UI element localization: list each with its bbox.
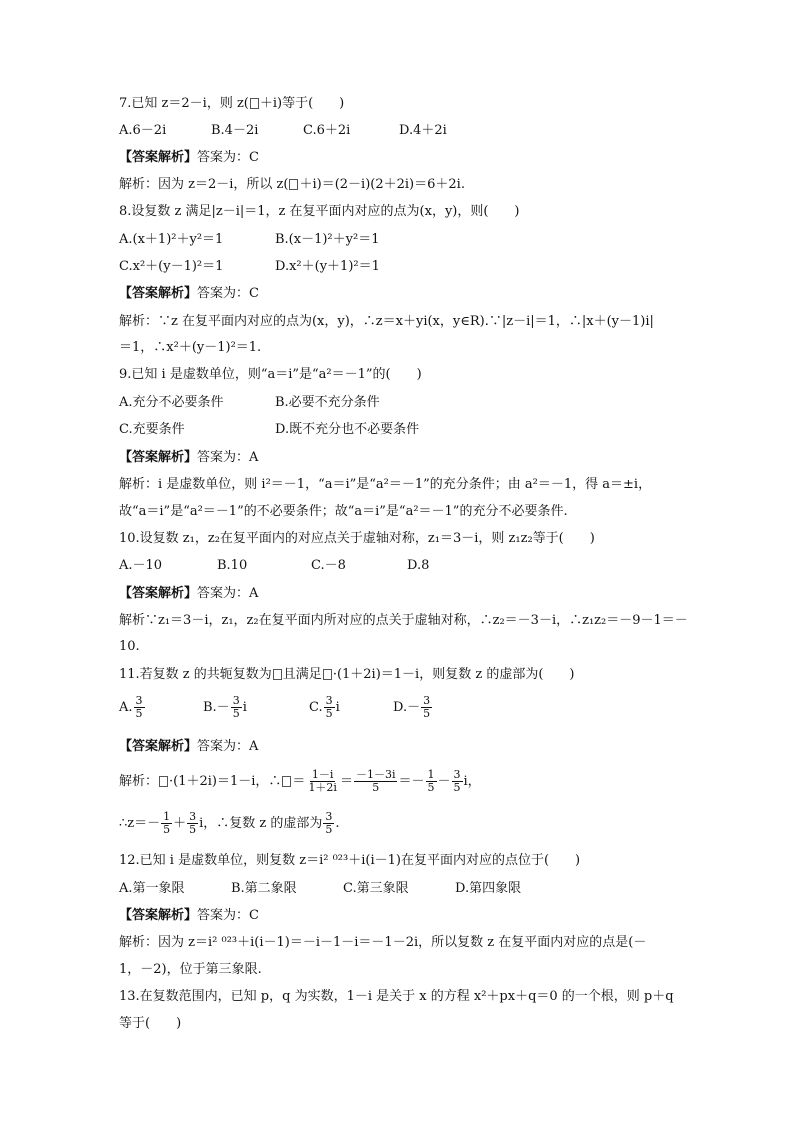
fraction: $\frac{1}{5}$ <box>427 768 435 794</box>
question-9-stem: 9.已知 i 是虚数单位，则“a＝i”是“a²＝－1”的( ) <box>119 367 422 382</box>
question-7-explanation: 解析：因为 z＝2－i，所以 z( ＋i)＝(2－i)(2＋2i)＝6＋2i. <box>119 177 465 192</box>
answer-label: 【答案解析】 <box>119 150 198 165</box>
fraction: $\frac{-1-3i}{5}$ <box>355 768 396 794</box>
question-12-options <box>119 880 754 898</box>
option-b: B.4－2i <box>211 123 259 138</box>
question-10-stem: 10.设复数 z₁，z₂在复平面内的对应点关于虚轴对称，z₁＝3－i，则 z₁z₂等于( ) <box>119 531 595 546</box>
question-12-explanation-line1: 解析：因为 z＝i² ⁰²³＋i(i－1)＝－i－1－i＝－1－2i，所以复数 z 在复平面内对应的点是(－ <box>119 935 647 950</box>
fraction: $\frac{3}{5}$ <box>325 694 333 720</box>
answer-text: 答案为：A <box>197 450 259 465</box>
option-d: D.x²＋(y＋1)²＝1 <box>275 259 380 274</box>
question-8-answer <box>119 285 754 303</box>
option-b: B.－ $\frac{3}{5}$ i <box>203 694 247 720</box>
question-10-explanation-line1: 解析∵z₁＝3－i，z₁，z₂在复平面内所对应的点关于虚轴对称，∴z₂＝－3－i，∴z₁z₂＝－9－1＝－ <box>119 613 688 628</box>
question-13-stem-line2: 等于( ) <box>119 1016 182 1031</box>
question-11-explanation-line2: ∴z＝－ $\frac{1}{5}$ ＋ $\frac{3}{5}$ i，∴复数 z 的虚部为 $\frac{3}{5}$ . <box>119 810 340 836</box>
question-12-stem: 12.已知 i 是虚数单位，则复数 z＝i² ⁰²³＋i(i－1)在复平面内对应的点位于( ) <box>119 853 581 868</box>
fraction: $\frac{3}{5}$ <box>135 694 143 720</box>
question-11-options <box>119 694 754 722</box>
option-c: C.6＋2i <box>303 123 351 138</box>
answer-label: 【答案解析】 <box>119 739 198 754</box>
option-a: A.充分不必要条件 <box>119 395 224 410</box>
question-13-stem-line1: 13.在复数范围内，已知 p，q 为实数，1－i 是关于 x 的方程 x²＋px＋q＝0 的一个根，则 p＋q <box>119 989 674 1004</box>
answer-label: 【答案解析】 <box>119 586 198 601</box>
option-b: B.10 <box>217 558 248 573</box>
question-9-explanation-line2: 故“a＝i”是“a²＝－1”的不必要条件；故“a＝i”是“a²＝－1”的充分不必要条件. <box>119 504 568 519</box>
option-d: D.8 <box>407 558 430 573</box>
fraction: $\frac{1}{5}$ <box>163 810 171 836</box>
question-9-options-row2 <box>119 421 754 439</box>
fraction: $\frac{3}{5}$ <box>453 768 461 794</box>
question-8-explanation-line2: ＝1，∴x²＋(y－1)²＝1. <box>119 340 262 355</box>
question-8-options-row1 <box>119 231 754 249</box>
question-8-options-row2 <box>119 258 754 276</box>
option-a: A.－10 <box>119 558 163 573</box>
question-12-explanation-line2: 1，－2)，位于第三象限. <box>119 962 262 977</box>
answer-text: 答案为：C <box>197 908 259 923</box>
conjugate-z-glyph <box>273 669 282 680</box>
question-7-stem: 7.已知 z＝2－i，则 z( ＋i)等于( ) <box>119 96 345 111</box>
fraction: $\frac{3}{5}$ <box>189 810 197 836</box>
question-11-answer <box>119 738 754 756</box>
question-10-answer <box>119 585 754 603</box>
conjugate-z-glyph <box>323 669 332 680</box>
fraction: $\frac{3}{5}$ <box>232 694 240 720</box>
question-7-answer <box>119 149 754 167</box>
question-9-explanation-line1: 解析：i 是虚数单位，则 i²＝－1，“a＝i”是“a²＝－1”的充分条件；由 a²＝－1，得 a＝±i， <box>119 477 652 492</box>
question-10-explanation-line2: 10. <box>119 639 140 654</box>
option-d: D.－ $\frac{3}{5}$ <box>393 694 431 720</box>
answer-text: 答案为：A <box>197 739 259 754</box>
answer-label: 【答案解析】 <box>119 286 198 301</box>
conjugate-z-glyph <box>250 98 259 109</box>
answer-text: 答案为：C <box>197 150 259 165</box>
question-7-options <box>119 122 754 140</box>
option-d: D.4＋2i <box>399 123 447 138</box>
option-c: C.－8 <box>311 558 346 573</box>
question-9-answer <box>119 449 754 467</box>
fraction: $\frac{1-i}{1+2i}$ <box>308 768 337 794</box>
question-11-explanation-line1: 解析： ·(1＋2i)＝1－i，∴ ＝ $\frac{1-i}{1+2i}$ ＝ $\frac{-1-3i}{5}$ ＝－ $\frac{1}{5}$ － $\frac{3}{5}$ i， <box>119 768 481 794</box>
answer-label: 【答案解析】 <box>119 450 198 465</box>
answer-label: 【答案解析】 <box>119 908 198 923</box>
option-d: D.既不充分也不必要条件 <box>275 422 420 437</box>
option-c: C.x²＋(y－1)²＝1 <box>119 259 224 274</box>
option-a: A.(x＋1)²＋y²＝1 <box>119 232 224 247</box>
option-a: A.第一象限 <box>119 881 185 896</box>
option-a: A. $\frac{3}{5}$ <box>119 694 143 720</box>
question-11-stem: 11.若复数 z 的共轭复数为 且满足 ·(1＋2i)＝1－i，则复数 z 的虚部为( ) <box>119 667 575 682</box>
option-c: C.第三象限 <box>343 881 409 896</box>
fraction: $\frac{3}{5}$ <box>423 694 431 720</box>
fraction: $\frac{3}{5}$ <box>325 810 333 836</box>
option-a: A.6－2i <box>119 123 167 138</box>
option-c: C.充要条件 <box>119 422 185 437</box>
answer-text: 答案为：C <box>197 286 259 301</box>
answer-text: 答案为：A <box>197 586 259 601</box>
option-c: C. $\frac{3}{5}$ i <box>309 694 340 720</box>
conjugate-z-glyph <box>289 179 298 190</box>
question-8-explanation-line1: 解析：∵z 在复平面内对应的点为(x，y)，∴z＝x＋yi(x，y∈R).∵|z－i|＝1，∴|x＋(y－1)i| <box>119 314 654 329</box>
question-10-options <box>119 557 754 575</box>
option-b: B.必要不充分条件 <box>275 395 380 410</box>
question-8-stem: 8.设复数 z 满足|z－i|＝1，z 在复平面内对应的点为(x，y)，则( ) <box>119 204 520 219</box>
conjugate-z-glyph <box>282 776 291 787</box>
question-9-options-row1 <box>119 394 754 412</box>
conjugate-z-glyph <box>159 776 168 787</box>
question-12-answer <box>119 907 754 925</box>
option-b: B.第二象限 <box>231 881 297 896</box>
option-b: B.(x－1)²＋y²＝1 <box>275 232 380 247</box>
option-d: D.第四象限 <box>455 881 522 896</box>
